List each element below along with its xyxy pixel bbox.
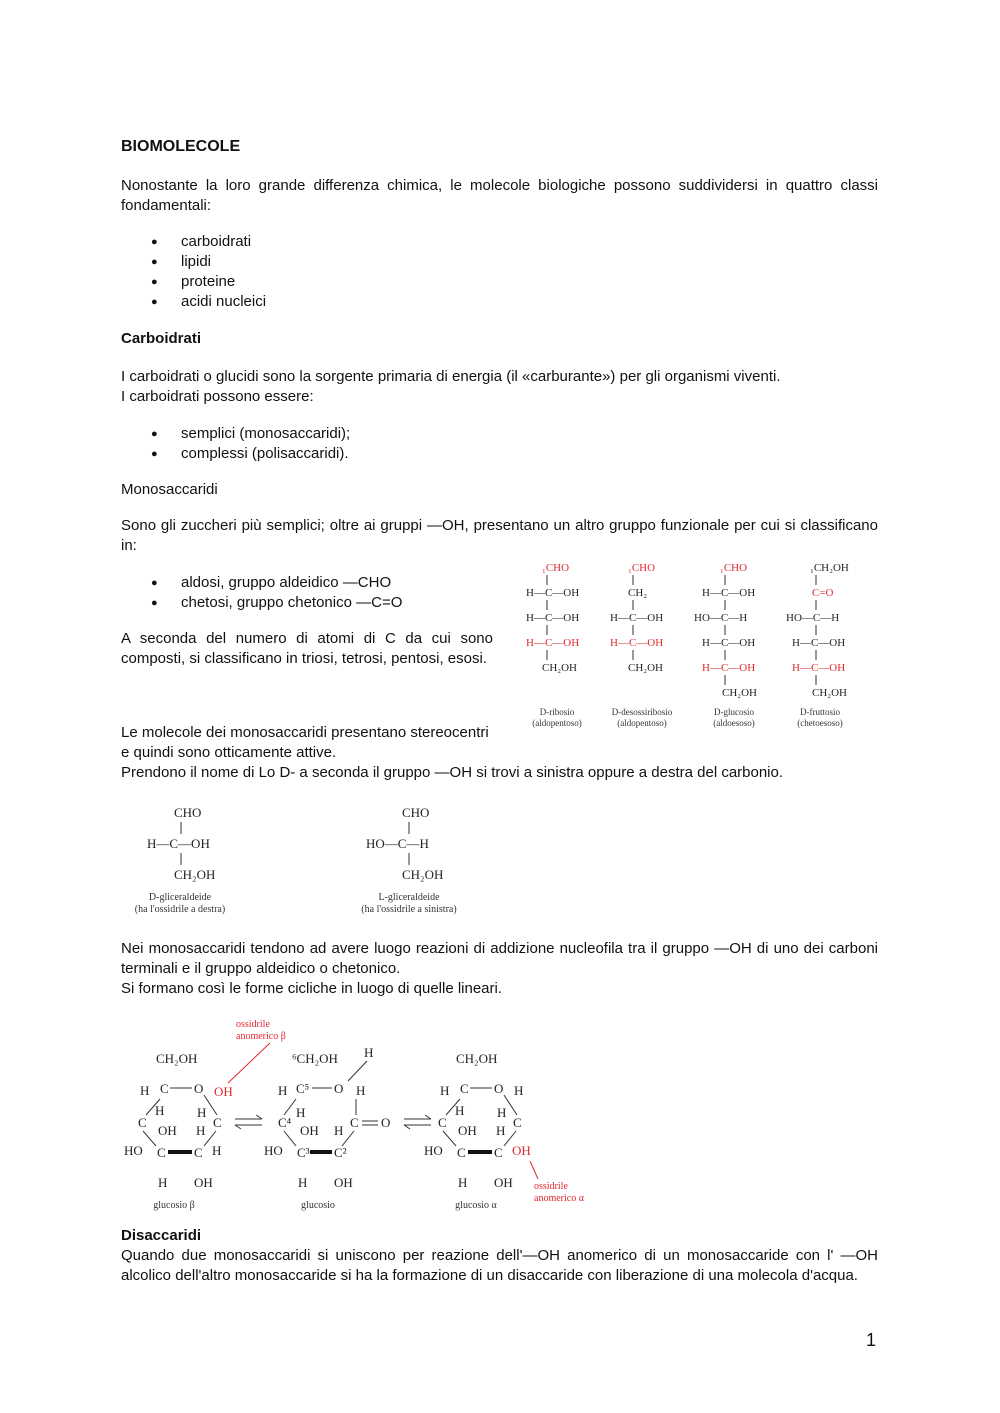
svg-text:C: C: [494, 1145, 503, 1160]
mono-paragraph-3a: Le molecole dei monosaccaridi presentano stereocentri: [121, 724, 489, 741]
intro-paragraph: Nonostante la loro grande differenza chimica, le molecole biologiche possono suddividersi in quattro classi fondamentali:: [121, 177, 878, 214]
svg-text:CH₂OH: CH₂OH: [456, 1051, 498, 1066]
svg-text:H: H: [334, 1123, 344, 1138]
sugar-name: D-fruttosio: [800, 707, 840, 717]
svg-text:H—C—OH: H—C—OH: [147, 836, 210, 851]
mono-paragraph-6: Si formano così le forme cicliche in luogo di quelle lineari.: [121, 980, 503, 997]
list-item: ● aldosi, gruppo aldeidico —CHO: [121, 573, 402, 593]
svg-text:H: H: [296, 1105, 306, 1120]
svg-text:H—C—OH: H—C—OH: [526, 637, 580, 649]
svg-text:C: C: [213, 1115, 222, 1130]
svg-text:CH₂OH: CH₂OH: [156, 1051, 198, 1066]
classes-list: [121, 232, 266, 312]
mono-paragraph-2: A seconda del numero di atomi di C da cui sono composti, si classificano in triosi, tetrosi, pentosi, esosi.: [121, 630, 493, 667]
svg-text:OH: OH: [458, 1123, 477, 1138]
d-glyceraldehyde-structure: [147, 805, 215, 882]
svg-text:C: C: [457, 1145, 466, 1160]
svg-text:H—C—OH: H—C—OH: [526, 612, 580, 624]
annotation-beta-line1: ossidrile: [236, 1019, 270, 1030]
svg-text:C: C: [157, 1145, 166, 1160]
svg-text:H: H: [212, 1143, 222, 1158]
list-item: ● carboidrati: [121, 232, 266, 252]
equilibrium-arrows-1: [235, 1115, 262, 1129]
svg-text:₁CHO: ₁CHO: [628, 562, 656, 574]
svg-text:OH: OH: [300, 1123, 319, 1138]
svg-text:OH: OH: [334, 1175, 353, 1190]
svg-text:C³: C³: [297, 1145, 310, 1160]
svg-text:⁶CH₂OH: ⁶CH₂OH: [292, 1051, 338, 1066]
svg-text:H: H: [458, 1175, 468, 1190]
svg-text:CH₂OH: CH₂OH: [174, 867, 216, 882]
svg-text:CHO: CHO: [174, 805, 202, 820]
svg-text:OH: OH: [158, 1123, 177, 1138]
svg-text:HO: HO: [424, 1143, 443, 1158]
l-glyceraldehyde-label: L-gliceraldeide: [378, 892, 440, 903]
svg-text:C: C: [350, 1115, 359, 1130]
svg-text:OH: OH: [194, 1175, 213, 1190]
fruttosio-structure: [786, 562, 849, 699]
svg-text:HO—C—H: HO—C—H: [786, 612, 840, 624]
list-item: ● proteine: [121, 272, 266, 292]
svg-text:C: C: [438, 1115, 447, 1130]
annotation-alpha-line2: anomerico α: [534, 1193, 584, 1204]
svg-text:H: H: [197, 1105, 207, 1120]
glyceraldehyde-figure: [130, 800, 490, 920]
list-item: ● chetosi, gruppo chetonico —C=O: [121, 593, 402, 613]
svg-text:H: H: [496, 1123, 506, 1138]
svg-text:HO—C—H: HO—C—H: [694, 612, 748, 624]
svg-text:H: H: [455, 1103, 465, 1118]
glucosio-open-structure: [264, 1045, 390, 1190]
linear-sugars-figure: [490, 555, 870, 735]
svg-text:H: H: [140, 1083, 150, 1098]
svg-text:H—C—OH: H—C—OH: [702, 587, 756, 599]
svg-text:OH: OH: [512, 1143, 531, 1158]
sugar-kind: (aldopentoso): [532, 718, 582, 728]
svg-text:₁CHO: ₁CHO: [542, 562, 570, 574]
svg-text:HO: HO: [264, 1143, 283, 1158]
svg-text:CH₂: CH₂: [628, 587, 648, 599]
svg-text:O: O: [334, 1081, 344, 1096]
glucosio-beta-structure: [124, 1051, 233, 1190]
d-glyceraldehyde-label: D-gliceraldeide: [148, 892, 212, 903]
disaccaridi-paragraph: Quando due monosaccaridi si uniscono per reazione dell'—OH anomerico di un monosaccaride con l' —OH alcolico dell'altro monosaccaride si ha la formazione di un disaccaride con liberazione di una molecola d'acqua.: [121, 1247, 878, 1284]
svg-text:OH: OH: [494, 1175, 513, 1190]
svg-text:H: H: [364, 1045, 374, 1060]
svg-text:O: O: [494, 1081, 504, 1096]
svg-text:C: C: [460, 1081, 469, 1096]
equilibrium-arrows-2: [404, 1115, 431, 1129]
sugar-name: D-ribosio: [539, 707, 575, 717]
svg-text:CH₂OH: CH₂OH: [628, 662, 664, 674]
annotation-beta-line2: anomerico β: [236, 1031, 286, 1042]
svg-text:H—C—OH: H—C—OH: [526, 587, 580, 599]
svg-text:H: H: [155, 1103, 165, 1118]
sugar-name: D-glucosio: [714, 707, 754, 717]
mono-paragraph-1: Sono gli zuccheri più semplici; oltre ai gruppi —OH, presentano un altro gruppo funzionale per cui si classificano in:: [121, 517, 878, 554]
svg-text:C: C: [160, 1081, 169, 1096]
svg-text:CH₂OH: CH₂OH: [722, 687, 758, 699]
glucosio-beta-label: glucosio β: [153, 1200, 195, 1211]
glucosio-alpha-structure: [424, 1051, 531, 1190]
svg-text:O: O: [381, 1115, 391, 1130]
svg-text:C=O: C=O: [812, 587, 834, 599]
svg-text:C: C: [513, 1115, 522, 1130]
disaccaridi-heading: Disaccaridi: [121, 1227, 202, 1244]
svg-text:₁CHO: ₁CHO: [720, 562, 748, 574]
list-item: ● acidi nucleici: [121, 292, 266, 312]
sugar-name: D-desossiribosio: [611, 707, 673, 717]
carbo-line-2: I carboidrati possono essere:: [121, 388, 314, 405]
monosaccaridi-heading: Monosaccaridi: [121, 481, 218, 498]
list-item: ● complessi (polisaccaridi).: [121, 444, 350, 464]
glucosio-structure: [694, 562, 757, 699]
svg-text:H: H: [278, 1083, 288, 1098]
glucosio-open-label: glucosio: [301, 1200, 335, 1211]
cyclic-glucose-figure: [120, 1015, 600, 1215]
svg-text:C: C: [194, 1145, 203, 1160]
carboidrati-heading: Carboidrati: [121, 330, 202, 347]
svg-text:H: H: [158, 1175, 168, 1190]
svg-text:H: H: [196, 1123, 206, 1138]
svg-text:H: H: [440, 1083, 450, 1098]
mono-paragraph-3b: e quindi sono otticamente attive.: [121, 744, 337, 761]
sugar-kind: (aldoesoso): [713, 718, 755, 728]
svg-text:CHO: CHO: [402, 805, 430, 820]
d-glyceraldehyde-note: (ha l'ossidrile a destra): [134, 904, 226, 915]
carbo-types-list: [121, 424, 350, 464]
svg-text:H: H: [298, 1175, 308, 1190]
svg-text:C²: C²: [334, 1145, 347, 1160]
l-glyceraldehyde-structure: [366, 805, 443, 882]
desossiribosio-structure: [610, 562, 663, 674]
svg-text:CH₂OH: CH₂OH: [812, 687, 848, 699]
svg-text:H—C—OH: H—C—OH: [792, 662, 846, 674]
page-number: 1: [865, 1330, 876, 1350]
svg-text:HO—C—H: HO—C—H: [366, 836, 429, 851]
svg-text:CH₂OH: CH₂OH: [542, 662, 578, 674]
l-glyceraldehyde-note: (ha l'ossidrile a sinistra): [361, 904, 457, 915]
svg-text:OH: OH: [214, 1084, 233, 1099]
mono-paragraph-5: Nei monosaccaridi tendono ad avere luogo reazioni di addizione nucleofila tra il gruppo —OH di uno dei carboni terminali e il gruppo aldeidico o chetonico.: [121, 940, 878, 977]
carbo-line-1: I carboidrati o glucidi sono la sorgente primaria di energia (il «carburante») per gli organismi viventi.: [121, 368, 781, 385]
svg-text:H—C—OH: H—C—OH: [610, 612, 664, 624]
svg-text:H: H: [514, 1083, 524, 1098]
groups-list: [121, 573, 402, 613]
svg-text:H—C—OH: H—C—OH: [792, 637, 846, 649]
svg-text:C: C: [138, 1115, 147, 1130]
list-item: ● semplici (monosaccaridi);: [121, 424, 350, 444]
svg-text:O: O: [194, 1081, 204, 1096]
svg-text:₁CH₂OH: ₁CH₂OH: [810, 562, 849, 574]
svg-text:H: H: [497, 1105, 507, 1120]
mono-paragraph-4: Prendono il nome di Lo D- a seconda il gruppo —OH si trovi a sinistra oppure a destra del carbonio.: [121, 764, 784, 781]
page-title: BIOMOLECOLE: [121, 138, 241, 155]
svg-text:H—C—OH: H—C—OH: [702, 637, 756, 649]
svg-text:H—C—OH: H—C—OH: [702, 662, 756, 674]
svg-text:HO: HO: [124, 1143, 143, 1158]
svg-text:H: H: [356, 1083, 366, 1098]
sugar-kind: (aldopentoso): [617, 718, 667, 728]
ribosio-structure: [526, 562, 579, 674]
svg-text:CH₂OH: CH₂OH: [402, 867, 444, 882]
svg-text:H—C—OH: H—C—OH: [610, 637, 664, 649]
annotation-alpha-line1: ossidrile: [534, 1181, 568, 1192]
svg-text:C⁵: C⁵: [296, 1081, 310, 1096]
svg-text:C⁴: C⁴: [278, 1115, 292, 1130]
glucosio-alpha-label: glucosio α: [455, 1200, 497, 1211]
list-item: ● lipidi: [121, 252, 266, 272]
sugar-kind: (chetoesoso): [797, 718, 843, 728]
